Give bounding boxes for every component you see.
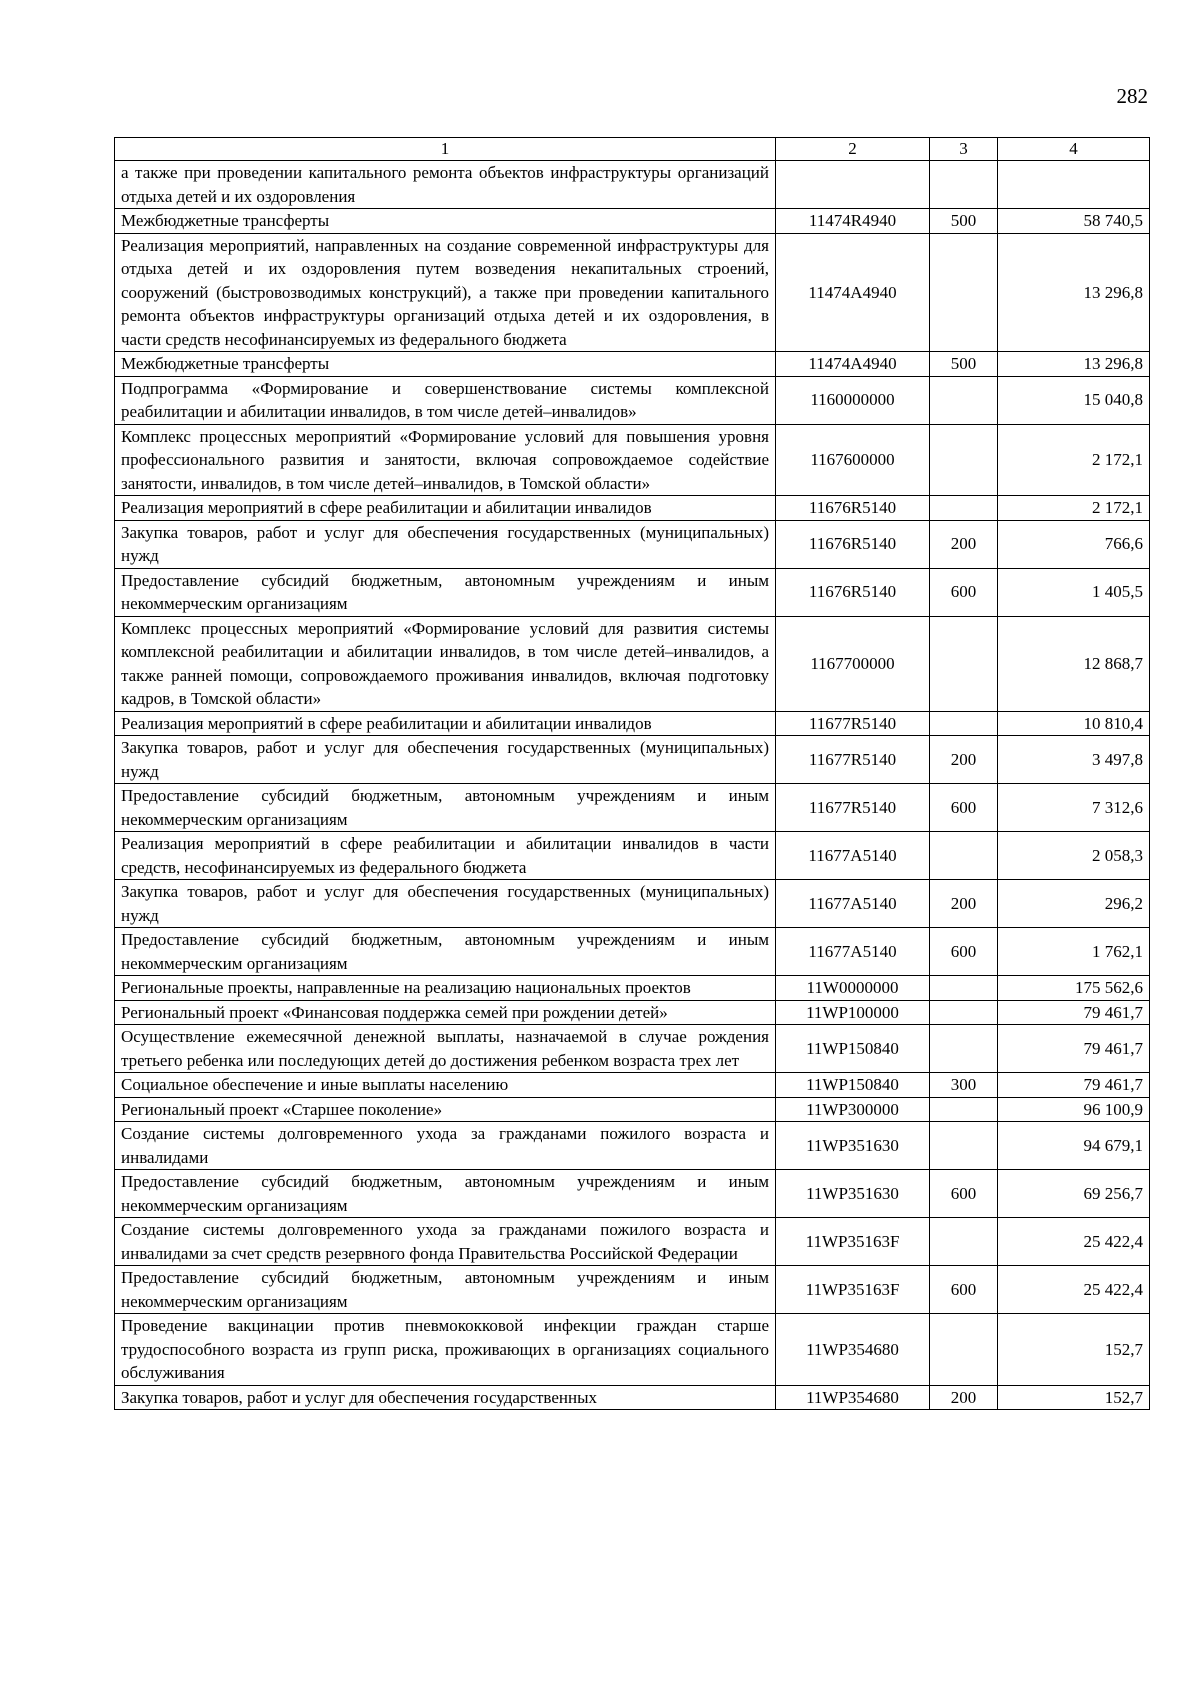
row-amount: 25 422,4	[998, 1218, 1150, 1266]
page-number: 282	[1116, 84, 1148, 108]
row-code: 11WP35163F	[776, 1266, 930, 1314]
table-row	[115, 832, 1150, 880]
row-code: 11677A5140	[776, 928, 930, 976]
row-name: Осуществление ежемесячной денежной выплаты, назначаемой в случае рождения третьего ребенка или последующих детей до достижения ребенком возраста трех лет	[115, 1025, 776, 1073]
row-amount: 96 100,9	[998, 1097, 1150, 1122]
row-type	[930, 376, 998, 424]
row-name: Реализация мероприятий в сфере реабилитации и абилитации инвалидов в части средств, несофинансируемых из федерального бюджета	[115, 832, 776, 880]
row-amount: 79 461,7	[998, 1000, 1150, 1025]
row-name: Создание системы долговременного ухода за гражданами пожилого возраста и инвалидами	[115, 1122, 776, 1170]
table-row	[115, 1025, 1150, 1073]
row-code: 11WP150840	[776, 1073, 930, 1098]
table-row	[115, 161, 1150, 209]
row-type	[930, 832, 998, 880]
row-name: Реализация мероприятий, направленных на создание современной инфраструктуры для отдыха детей и их оздоровления путем возведения некапитальных строений, сооружений (быстровозводимых конструкций), а также при проведении капитального ремонта объектов инфраструктуры организаций отдыха детей и их оздоровления, в части средств несофинансируемых из федерального бюджета	[115, 233, 776, 352]
row-type: 600	[930, 1170, 998, 1218]
row-code: 11WP300000	[776, 1097, 930, 1122]
row-amount: 79 461,7	[998, 1073, 1150, 1098]
row-name: а также при проведении капитального ремонта объектов инфраструктуры организаций отдыха детей и их оздоровления	[115, 161, 776, 209]
row-amount: 79 461,7	[998, 1025, 1150, 1073]
row-name: Создание системы долговременного ухода за гражданами пожилого возраста и инвалидами за счет средств резервного фонда Правительства Российской Федерации	[115, 1218, 776, 1266]
row-type: 600	[930, 1266, 998, 1314]
row-type	[930, 496, 998, 521]
header-col-2: 2	[776, 138, 930, 161]
row-type	[930, 1097, 998, 1122]
row-type	[930, 1025, 998, 1073]
row-code: 11WP351630	[776, 1122, 930, 1170]
row-amount: 296,2	[998, 880, 1150, 928]
row-code: 11676R5140	[776, 496, 930, 521]
row-name: Региональный проект «Старшее поколение»	[115, 1097, 776, 1122]
row-code: 1167700000	[776, 616, 930, 711]
table-row	[115, 1122, 1150, 1170]
row-name: Закупка товаров, работ и услуг для обеспечения государственных (муниципальных) нужд	[115, 880, 776, 928]
row-amount: 152,7	[998, 1314, 1150, 1386]
row-amount	[998, 161, 1150, 209]
row-type	[930, 1314, 998, 1386]
row-type: 600	[930, 928, 998, 976]
row-name: Региональный проект «Финансовая поддержка семей при рождении детей»	[115, 1000, 776, 1025]
row-code: 11677A5140	[776, 880, 930, 928]
row-name: Предоставление субсидий бюджетным, автономным учреждениям и иным некоммерческим организациям	[115, 1170, 776, 1218]
table-row	[115, 424, 1150, 496]
table-row	[115, 1073, 1150, 1098]
table-row	[115, 209, 1150, 234]
row-code: 11WP351630	[776, 1170, 930, 1218]
table-row	[115, 1097, 1150, 1122]
row-type: 200	[930, 520, 998, 568]
row-code: 1160000000	[776, 376, 930, 424]
row-name: Предоставление субсидий бюджетным, автономным учреждениям и иным некоммерческим организациям	[115, 928, 776, 976]
row-type: 200	[930, 736, 998, 784]
row-name: Закупка товаров, работ и услуг для обеспечения государственных	[115, 1385, 776, 1410]
table-row	[115, 784, 1150, 832]
row-name: Региональные проекты, направленные на реализацию национальных проектов	[115, 976, 776, 1001]
row-amount: 12 868,7	[998, 616, 1150, 711]
row-name: Закупка товаров, работ и услуг для обеспечения государственных (муниципальных) нужд	[115, 736, 776, 784]
table-row	[115, 736, 1150, 784]
header-col-3: 3	[930, 138, 998, 161]
row-amount: 3 497,8	[998, 736, 1150, 784]
row-amount: 766,6	[998, 520, 1150, 568]
row-type: 600	[930, 784, 998, 832]
row-amount: 7 312,6	[998, 784, 1150, 832]
row-code: 11676R5140	[776, 568, 930, 616]
row-code: 11WP354680	[776, 1385, 930, 1410]
row-amount: 69 256,7	[998, 1170, 1150, 1218]
table-row	[115, 711, 1150, 736]
table-row	[115, 880, 1150, 928]
row-code: 11676R5140	[776, 520, 930, 568]
row-type: 600	[930, 568, 998, 616]
row-code: 11474A4940	[776, 233, 930, 352]
row-type	[930, 1122, 998, 1170]
row-code	[776, 161, 930, 209]
table-row	[115, 616, 1150, 711]
table-row	[115, 520, 1150, 568]
table-row	[115, 1218, 1150, 1266]
row-code: 11WP150840	[776, 1025, 930, 1073]
row-amount: 2 172,1	[998, 496, 1150, 521]
row-amount: 13 296,8	[998, 352, 1150, 377]
row-code: 11677R5140	[776, 711, 930, 736]
row-code: 11677R5140	[776, 736, 930, 784]
table-row	[115, 568, 1150, 616]
row-name: Социальное обеспечение и иные выплаты населению	[115, 1073, 776, 1098]
row-type	[930, 161, 998, 209]
row-code: 11WP354680	[776, 1314, 930, 1386]
row-amount: 152,7	[998, 1385, 1150, 1410]
row-amount: 94 679,1	[998, 1122, 1150, 1170]
row-amount: 13 296,8	[998, 233, 1150, 352]
row-amount: 10 810,4	[998, 711, 1150, 736]
row-type	[930, 711, 998, 736]
row-amount: 15 040,8	[998, 376, 1150, 424]
row-amount: 1 762,1	[998, 928, 1150, 976]
row-name: Комплекс процессных мероприятий «Формирование условий для повышения уровня профессионального развития и занятости, включая сопровождаемое содействие занятости, инвалидов, в том числе детей–инвалидов, в Томской области»	[115, 424, 776, 496]
row-name: Межбюджетные трансферты	[115, 352, 776, 377]
row-code: 11WP35163F	[776, 1218, 930, 1266]
table-row	[115, 352, 1150, 377]
row-type	[930, 233, 998, 352]
table-row	[115, 376, 1150, 424]
row-name: Предоставление субсидий бюджетным, автономным учреждениям и иным некоммерческим организациям	[115, 1266, 776, 1314]
header-row	[115, 138, 1150, 161]
row-type	[930, 976, 998, 1001]
row-type	[930, 616, 998, 711]
table-row	[115, 1314, 1150, 1386]
row-type	[930, 1000, 998, 1025]
table-row	[115, 1170, 1150, 1218]
header-col-4: 4	[998, 138, 1150, 161]
row-code: 1167600000	[776, 424, 930, 496]
row-code: 11WP100000	[776, 1000, 930, 1025]
table-row	[115, 1385, 1150, 1410]
table-row	[115, 1000, 1150, 1025]
row-type: 500	[930, 209, 998, 234]
row-amount: 25 422,4	[998, 1266, 1150, 1314]
row-code: 11677A5140	[776, 832, 930, 880]
header-col-1: 1	[115, 138, 776, 161]
row-amount: 58 740,5	[998, 209, 1150, 234]
row-name: Предоставление субсидий бюджетным, автономным учреждениям и иным некоммерческим организациям	[115, 784, 776, 832]
row-amount: 2 058,3	[998, 832, 1150, 880]
row-code: 11474R4940	[776, 209, 930, 234]
row-code: 11474A4940	[776, 352, 930, 377]
row-code: 11677R5140	[776, 784, 930, 832]
row-type	[930, 1218, 998, 1266]
table-row	[115, 1266, 1150, 1314]
row-type	[930, 424, 998, 496]
table-row	[115, 976, 1150, 1001]
row-name: Реализация мероприятий в сфере реабилитации и абилитации инвалидов	[115, 711, 776, 736]
row-type: 300	[930, 1073, 998, 1098]
row-amount: 175 562,6	[998, 976, 1150, 1001]
row-code: 11W0000000	[776, 976, 930, 1001]
row-name: Межбюджетные трансферты	[115, 209, 776, 234]
table-row	[115, 496, 1150, 521]
row-name: Предоставление субсидий бюджетным, автономным учреждениям и иным некоммерческим организациям	[115, 568, 776, 616]
row-type: 200	[930, 1385, 998, 1410]
row-name: Реализация мероприятий в сфере реабилитации и абилитации инвалидов	[115, 496, 776, 521]
table-row	[115, 233, 1150, 352]
row-type: 500	[930, 352, 998, 377]
row-name: Подпрограмма «Формирование и совершенствование системы комплексной реабилитации и абилитации инвалидов, в том числе детей–инвалидов»	[115, 376, 776, 424]
row-type: 200	[930, 880, 998, 928]
row-name: Закупка товаров, работ и услуг для обеспечения государственных (муниципальных) нужд	[115, 520, 776, 568]
budget-table	[114, 137, 1150, 1410]
row-name: Проведение вакцинации против пневмококковой инфекции граждан старше трудоспособного возраста из групп риска, проживающих в организациях социального обслуживания	[115, 1314, 776, 1386]
row-amount: 2 172,1	[998, 424, 1150, 496]
table-row	[115, 928, 1150, 976]
row-name: Комплекс процессных мероприятий «Формирование условий для развития системы комплексной реабилитации и абилитации инвалидов, в том числе детей–инвалидов, а также ранней помощи, сопровождаемого проживания инвалидов, включая подготовку кадров, в Томской области»	[115, 616, 776, 711]
row-amount: 1 405,5	[998, 568, 1150, 616]
